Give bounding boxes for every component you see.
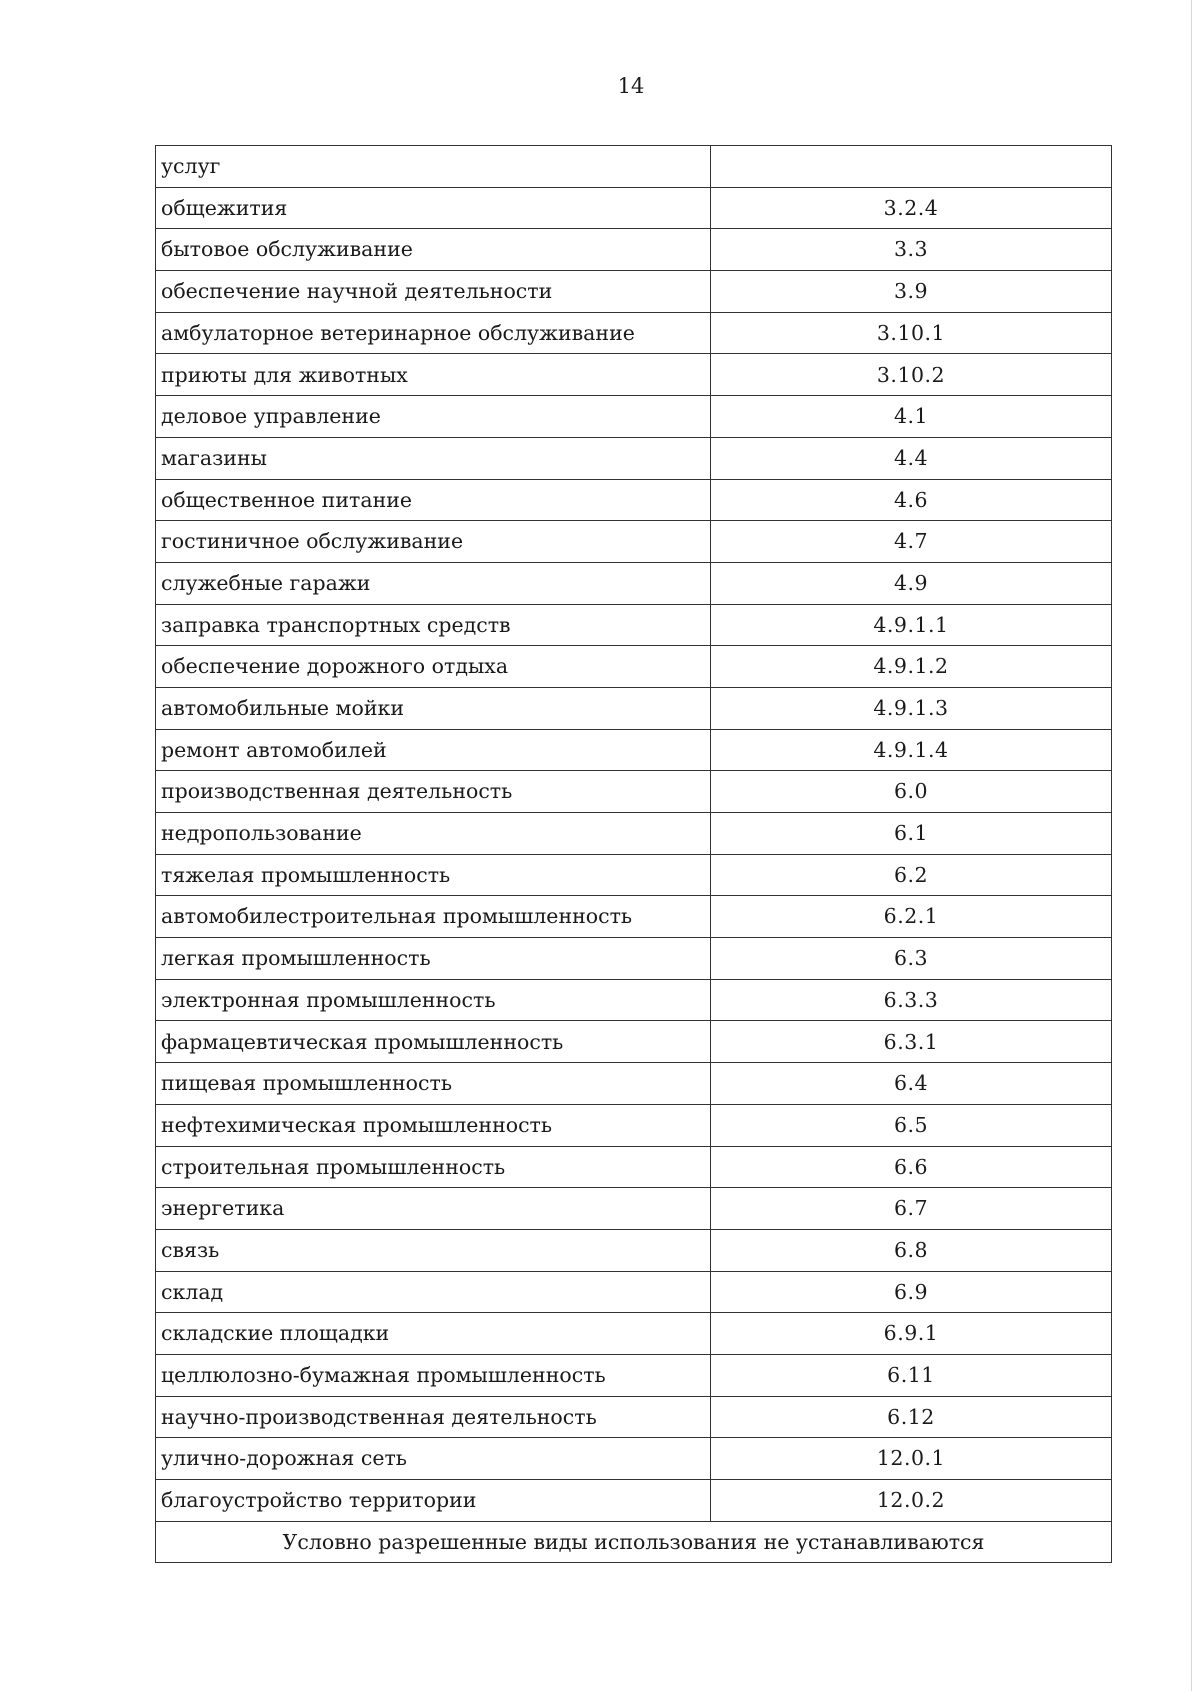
use-code-cell: 6.11 [711,1354,1112,1396]
use-name-cell: фармацевтическая промышленность [156,1021,711,1063]
table-row [156,396,1112,438]
use-code-cell: 6.0 [711,771,1112,813]
use-code-cell: 4.9.1.2 [711,646,1112,688]
use-name-cell: автомобильные мойки [156,687,711,729]
table-row [156,437,1112,479]
use-code-cell: 6.2 [711,854,1112,896]
table-body [156,146,1112,1563]
use-code-cell: 3.10.1 [711,312,1112,354]
table-row [156,979,1112,1021]
table-row [156,1146,1112,1188]
use-code-cell: 4.7 [711,521,1112,563]
use-name-cell: общежития [156,187,711,229]
table-row [156,1271,1112,1313]
scan-edge-line [1191,0,1192,1691]
use-name-cell: услуг [156,146,711,188]
use-code-cell: 4.1 [711,396,1112,438]
table-row [156,1229,1112,1271]
use-name-cell: общественное питание [156,479,711,521]
use-code-cell: 3.9 [711,271,1112,313]
use-code-cell: 6.9.1 [711,1313,1112,1355]
use-code-cell: 4.4 [711,437,1112,479]
use-name-cell: недропользование [156,813,711,855]
table-row [156,604,1112,646]
use-name-cell: производственная деятельность [156,771,711,813]
use-name-cell: заправка транспортных средств [156,604,711,646]
table-row [156,729,1112,771]
use-code-cell: 4.9.1.4 [711,729,1112,771]
use-name-cell: приюты для животных [156,354,711,396]
use-code-cell: 6.8 [711,1229,1112,1271]
land-use-table [155,145,1112,1563]
use-name-cell: обеспечение дорожного отдыха [156,646,711,688]
use-name-cell: ремонт автомобилей [156,729,711,771]
use-name-cell: служебные гаражи [156,562,711,604]
table-row [156,312,1112,354]
use-code-cell: 6.3 [711,938,1112,980]
use-code-cell: 4.9.1.1 [711,604,1112,646]
use-name-cell: нефтехимическая промышленность [156,1104,711,1146]
table-row [156,687,1112,729]
use-name-cell: складские площадки [156,1313,711,1355]
table-row [156,938,1112,980]
use-code-cell: 4.6 [711,479,1112,521]
table-row [156,813,1112,855]
use-code-cell: 6.5 [711,1104,1112,1146]
table-row [156,146,1112,188]
use-name-cell: строительная промышленность [156,1146,711,1188]
use-name-cell: деловое управление [156,396,711,438]
table-row [156,354,1112,396]
table-row [156,521,1112,563]
use-code-cell: 12.0.2 [711,1480,1112,1522]
use-name-cell: научно-производственная деятельность [156,1396,711,1438]
table-row [156,479,1112,521]
use-name-cell: автомобилестроительная промышленность [156,896,711,938]
table-row [156,1021,1112,1063]
use-name-cell: легкая промышленность [156,938,711,980]
table-row [156,229,1112,271]
footer-note: Условно разрешенные виды использования не устанавливаются [156,1521,1112,1563]
use-code-cell: 6.4 [711,1063,1112,1105]
use-name-cell: улично-дорожная сеть [156,1438,711,1480]
use-name-cell: амбулаторное ветеринарное обслуживание [156,312,711,354]
use-name-cell: магазины [156,437,711,479]
table-row [156,562,1112,604]
footer-row [156,1521,1112,1563]
table-row [156,896,1112,938]
use-name-cell: бытовое обслуживание [156,229,711,271]
use-code-cell: 12.0.1 [711,1438,1112,1480]
use-code-cell: 3.10.2 [711,354,1112,396]
table-row [156,1104,1112,1146]
use-code-cell: 6.7 [711,1188,1112,1230]
table-row [156,1354,1112,1396]
use-code-cell: 6.3.3 [711,979,1112,1021]
use-name-cell: склад [156,1271,711,1313]
use-name-cell: электронная промышленность [156,979,711,1021]
use-code-cell: 6.2.1 [711,896,1112,938]
use-code-cell: 3.2.4 [711,187,1112,229]
table-row [156,1438,1112,1480]
table-row [156,1480,1112,1522]
table-row [156,771,1112,813]
table-row [156,271,1112,313]
table-row [156,1396,1112,1438]
use-code-cell: 6.9 [711,1271,1112,1313]
use-name-cell: обеспечение научной деятельности [156,271,711,313]
use-name-cell: целлюлозно-бумажная промышленность [156,1354,711,1396]
use-code-cell: 6.12 [711,1396,1112,1438]
use-name-cell: тяжелая промышленность [156,854,711,896]
use-code-cell: 6.1 [711,813,1112,855]
table-row [156,1313,1112,1355]
table-row [156,1188,1112,1230]
use-code-cell: 6.6 [711,1146,1112,1188]
table-row [156,646,1112,688]
use-code-cell: 3.3 [711,229,1112,271]
use-name-cell: благоустройство территории [156,1480,711,1522]
use-code-cell: 4.9 [711,562,1112,604]
use-name-cell: связь [156,1229,711,1271]
use-name-cell: энергетика [156,1188,711,1230]
table-row [156,1063,1112,1105]
table-row [156,187,1112,229]
use-code-cell [711,146,1112,188]
use-code-cell: 6.3.1 [711,1021,1112,1063]
table-row [156,854,1112,896]
use-name-cell: гостиничное обслуживание [156,521,711,563]
page-number: 14 [617,74,645,98]
use-name-cell: пищевая промышленность [156,1063,711,1105]
use-code-cell: 4.9.1.3 [711,687,1112,729]
